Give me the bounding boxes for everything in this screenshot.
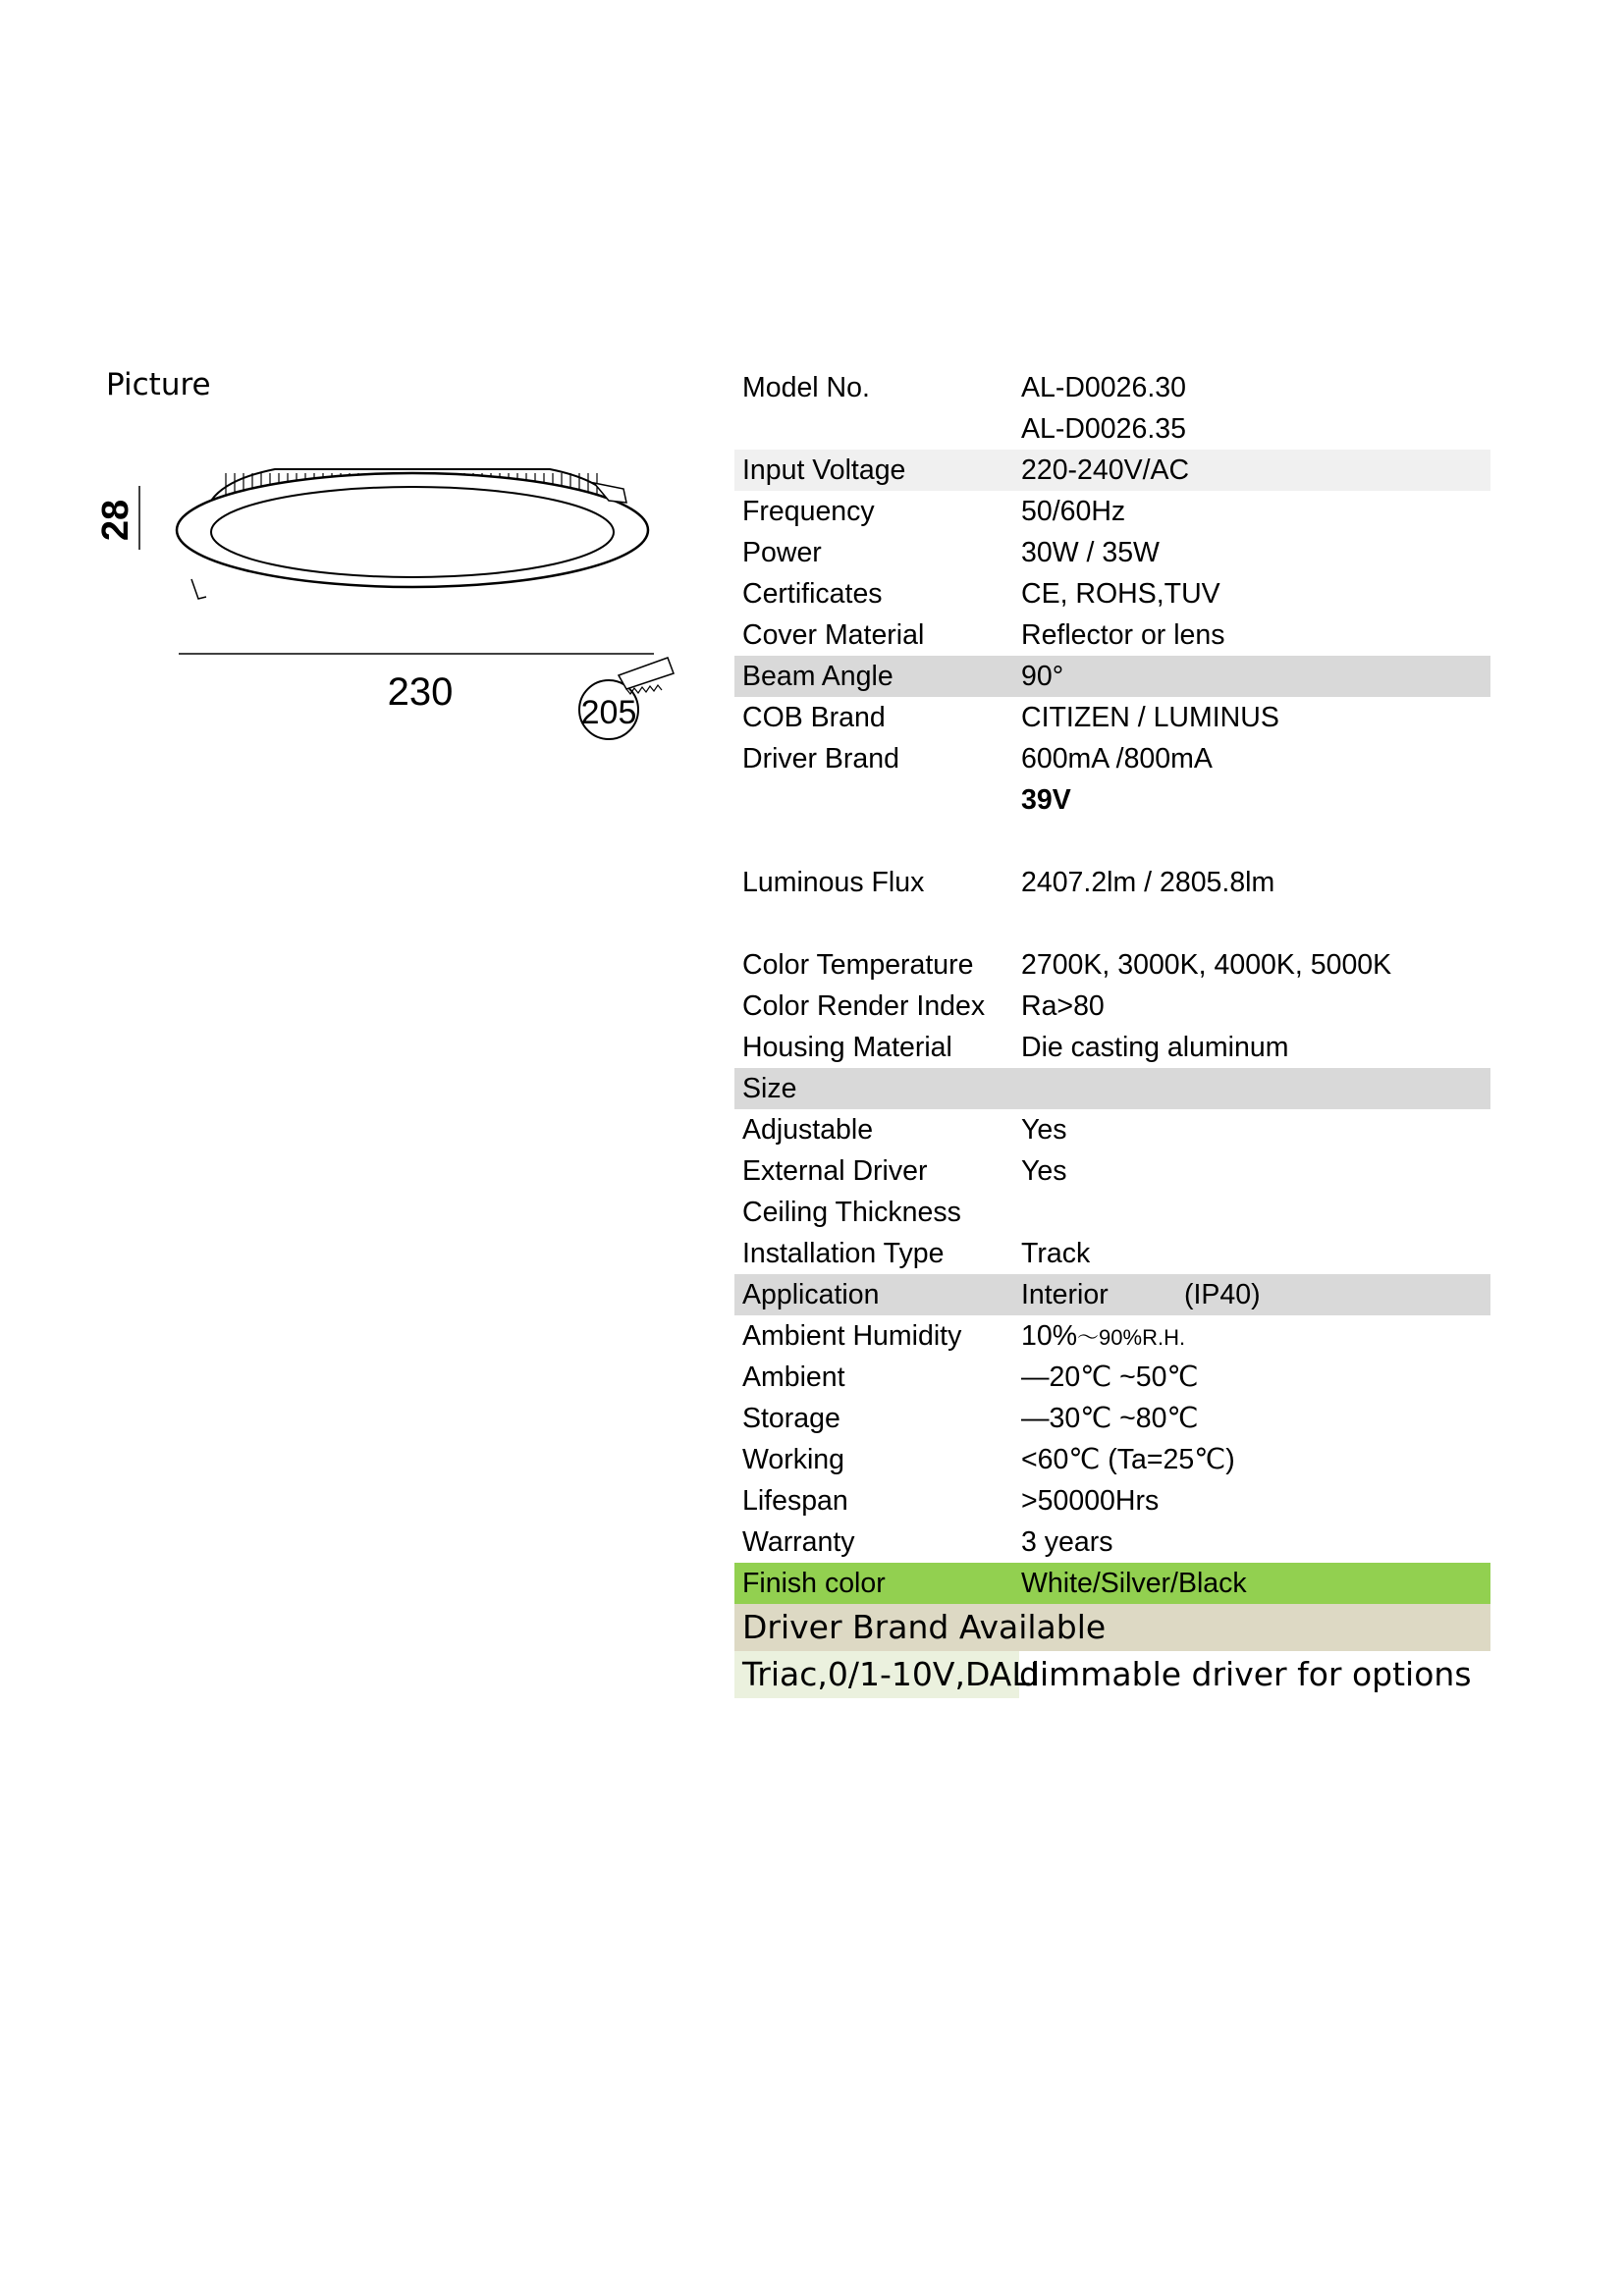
spec-value: 3 years [1021,1526,1113,1558]
spec-table [734,367,1490,1698]
spec-row [734,408,1490,450]
spec-row [734,1109,1490,1150]
spec-row [734,986,1490,1027]
spec-key: Beam Angle [742,661,893,692]
spec-value: CITIZEN / LUMINUS [1021,702,1279,733]
spec-value: Interior [1021,1279,1109,1310]
spec-key: Adjustable [742,1114,874,1146]
spec-key: Ambient [742,1362,845,1393]
spec-key: Power [742,537,822,568]
spec-key: Certificates [742,578,883,610]
spec-key: External Driver [742,1155,928,1187]
spec-value: 39V [1021,784,1071,816]
spec-row [734,1480,1490,1522]
spec-value: 90° [1021,661,1064,692]
spec-value: >50000Hrs [1021,1485,1160,1517]
ip-rating: (IP40) [1184,1279,1261,1310]
height-dimension: 28 [95,499,136,542]
spec-key: Color Render Index [742,990,986,1022]
spec-key: Ambient Humidity [742,1320,962,1352]
spec-value: Reflector or lens [1021,619,1225,651]
spec-key: Storage [742,1403,840,1434]
spec-key: Ceiling Thickness [742,1197,961,1228]
spec-row [734,1522,1490,1563]
spec-key: COB Brand [742,702,886,733]
spec-value: 2407.2lm / 2805.8lm [1021,867,1275,898]
spec-row-application [734,1274,1490,1315]
spec-key: Lifespan [742,1485,848,1517]
dimmable-note: dimmable driver for options [1019,1655,1472,1693]
spec-row [734,1027,1490,1068]
spec-key: Working [742,1444,845,1475]
spec-value: —20℃ ~50℃ [1021,1362,1199,1393]
picture-label: Picture [106,367,211,402]
spec-row [734,1233,1490,1274]
spec-value: 2700K, 3000K, 4000K, 5000K [1021,949,1392,981]
spec-value: 220-240V/AC [1021,454,1190,486]
dimmable-row [734,1651,1490,1698]
spec-row [734,903,1490,944]
spec-value: —30℃ ~80℃ [1021,1403,1199,1434]
spec-row [734,944,1490,986]
spec-key: Frequency [742,496,875,527]
spec-key: Size [742,1073,797,1104]
spec-row [734,450,1490,491]
driver-available-text: Driver Brand Available [742,1608,1107,1646]
spec-row [734,532,1490,573]
spec-value: Yes [1021,1155,1067,1187]
spec-row [734,573,1490,614]
product-drawing [88,432,697,766]
spec-key: Luminous Flux [742,867,925,898]
spec-row [734,367,1490,408]
driver-available-row [734,1604,1490,1651]
spec-row [734,697,1490,738]
spec-value: 10%～90%R.H. [1021,1320,1186,1352]
spec-value: AL-D0026.35 [1021,413,1186,445]
spec-key: Installation Type [742,1238,945,1269]
spec-row [734,1439,1490,1480]
spec-value: 50/60Hz [1021,496,1126,527]
spec-row [734,1192,1490,1233]
spec-key: Finish color [742,1568,886,1599]
dimming-protocols: Triac,0/1-10V,DALI [742,1655,1040,1693]
spec-row-finish-color [734,1563,1490,1604]
spec-value: White/Silver/Black [1021,1568,1247,1599]
spec-value: CE, ROHS,TUV [1021,578,1220,610]
spec-key: Input Voltage [742,454,906,486]
spec-key: Housing Material [742,1032,952,1063]
spec-key: Application [742,1279,880,1310]
spec-row [734,821,1490,862]
spec-row [734,1398,1490,1439]
spec-key: Warranty [742,1526,855,1558]
spec-value: Track [1021,1238,1091,1269]
spec-key: Cover Material [742,619,925,651]
spec-key: Model No. [742,372,870,403]
spec-row-humidity [734,1315,1490,1357]
spec-row [734,738,1490,779]
spec-value: 30W / 35W [1021,537,1160,568]
spec-row [734,656,1490,697]
spec-row [734,491,1490,532]
spec-value: Yes [1021,1114,1067,1146]
spec-row [734,779,1490,821]
spec-value: Die casting aluminum [1021,1032,1289,1063]
width-dimension: 230 [387,670,454,714]
spec-row [734,1150,1490,1192]
spec-value: AL-D0026.30 [1021,372,1186,403]
spec-row [734,614,1490,656]
spec-key: Color Temperature [742,949,974,981]
cutout-dimension: 205 [580,694,637,731]
spec-value: <60℃ (Ta=25℃) [1021,1444,1235,1475]
spec-row [734,1357,1490,1398]
spec-value: Ra>80 [1021,990,1105,1022]
spec-value: 600mA /800mA [1021,743,1213,774]
spec-key: Driver Brand [742,743,899,774]
spec-row [734,1068,1490,1109]
spec-row [734,862,1490,903]
